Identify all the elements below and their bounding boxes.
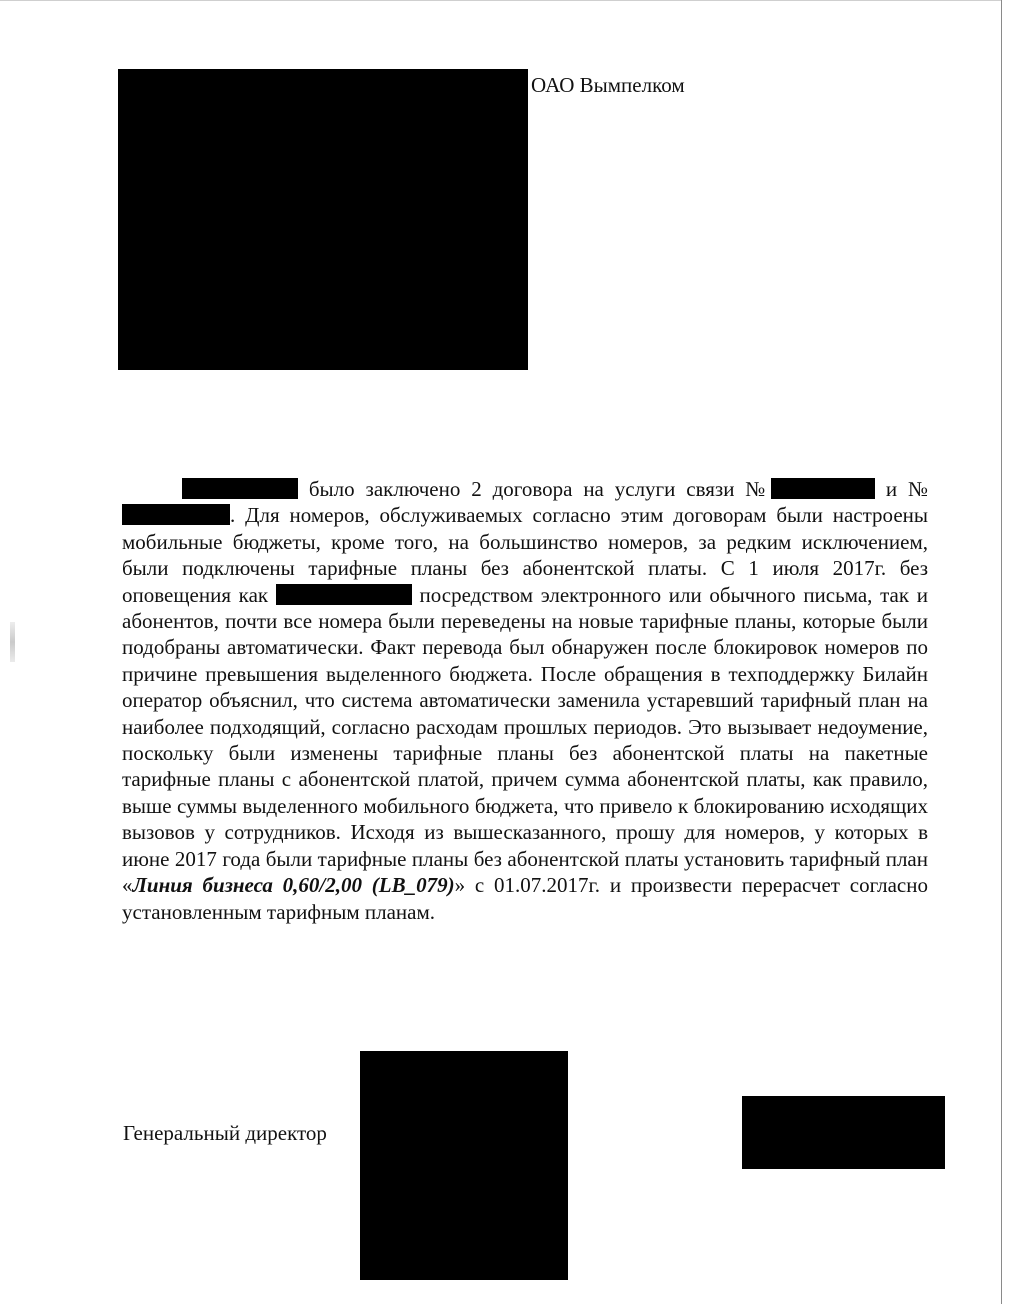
tariff-plan-name: Линия бизнеса 0,60/2,00 (LB_079)	[132, 873, 455, 898]
letter-body-part-2: посредством электронного или обычного письма, так и абонентов, почти все номера были переведены на новые тарифные планы, которые были подобраны автоматически. Факт перевода был обнаружен после блокировок номеров по причине превышения выделенного бюджета. После обращения в техподдержку Билайн оператор объяснил, что система автоматически заменила устаревший тарифный план на наиболее подходящий, согласно расходам прошлых периодов. Это вызывает недоумение, поскольку были изменены тарифные планы без абонентской платы на пакетные тарифные планы с абонентской платой, причем сумма абонентской платы, как правило, выше суммы выделенного мобильного бюджета, что привело к блокированию исходящих вызовов у сотрудников. Исходя из вышесказанного, прошу для номеров, у которых в июне 2017 года были тарифные планы без абонентской платы установить тарифный план «	[122, 582, 929, 898]
signature-title: Генеральный директор	[123, 1121, 327, 1145]
redacted-contract-number-1	[771, 478, 875, 499]
letter-intro: было заключено 2 договора на услуги связи №	[308, 477, 771, 501]
recipient-organization: ОАО Вымпелком	[531, 73, 685, 97]
redacted-company-name	[276, 584, 412, 605]
letter-body-part-3: » с 01.07.2017г. и произвести перерасчет согласно установленным тарифным планам.	[122, 873, 928, 924]
redacted-date	[182, 478, 298, 499]
redacted-contract-number-2	[122, 504, 230, 525]
redacted-signatory-name	[742, 1096, 945, 1169]
redacted-signature	[360, 1051, 568, 1280]
page-edge-right	[1001, 0, 1002, 1304]
letter-body-part-1: . Для номеров, обслуживаемых согласно этим договорам были настроены мобильные бюджеты, кроме того, на большинство номеров, за редким исключением, были подключены тарифные планы без абонентской платы. С 1 июля 2017г. без оповещения как	[122, 503, 928, 607]
letter-body	[122, 476, 928, 925]
redacted-sender-block	[118, 69, 528, 370]
scan-artifact	[10, 622, 15, 662]
page-edge-top	[0, 0, 1002, 1]
letter-and-number: и №	[885, 477, 928, 501]
